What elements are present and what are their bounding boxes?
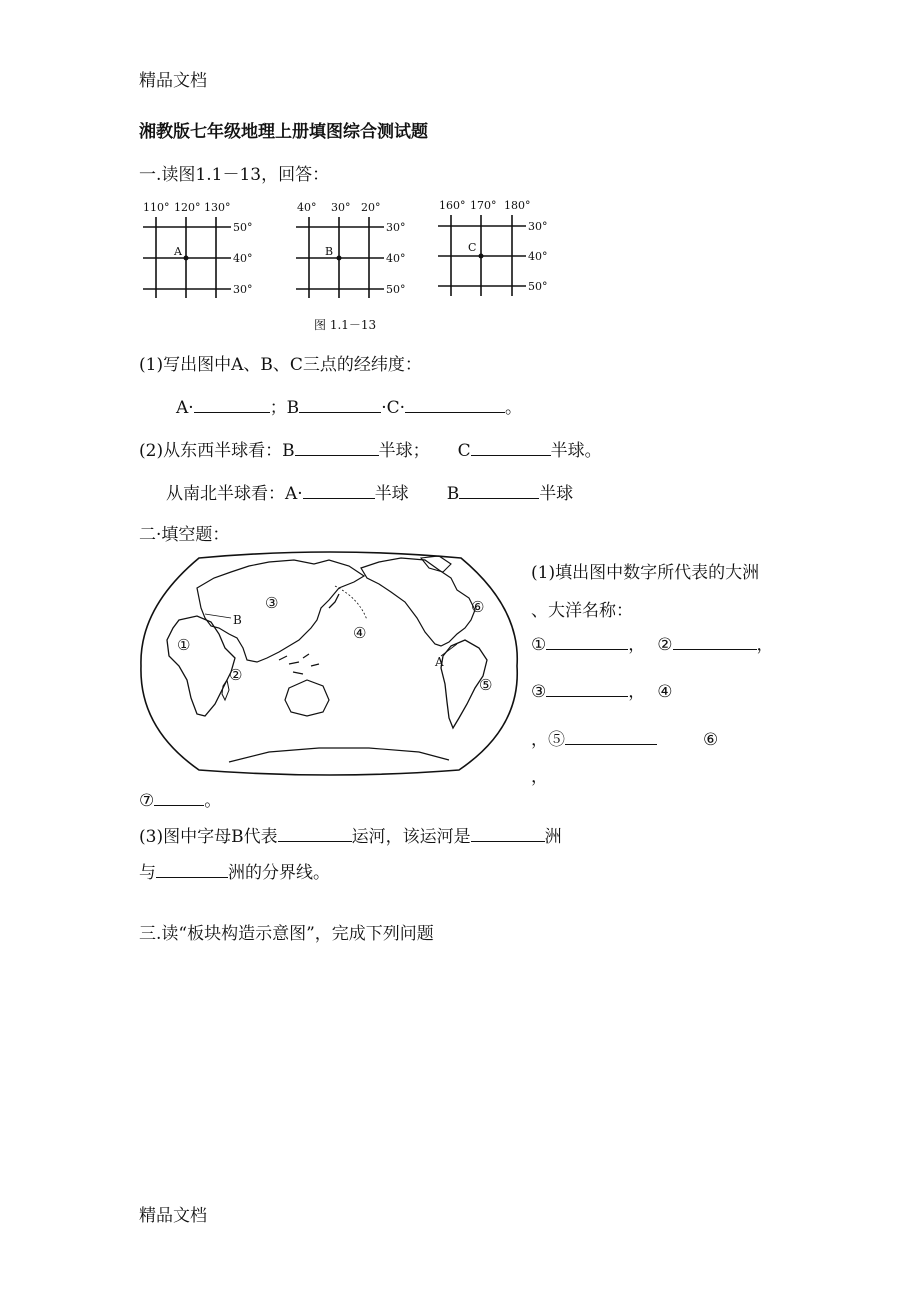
section2-heading: 二·填空题： [139,525,230,545]
q3-continent1-blank[interactable] [471,823,545,842]
map-label-1: ① [177,636,191,654]
header-watermark: 精品文档 [139,71,207,91]
q3-canal-blank[interactable] [278,823,352,842]
blank-5[interactable] [565,726,657,745]
q2-c-blank[interactable] [471,437,551,456]
section1-heading: 一.读图1.1－13，回答： [139,165,330,185]
footer-watermark: 精品文档 [139,1206,207,1226]
grid-a-side-label: 40° [233,252,253,265]
grid-a-side-label: 50° [233,221,253,234]
s2-q3-line1 [139,822,562,847]
map-label-b: B [233,613,242,627]
q2-c-label: C [457,441,471,461]
q2-b-label: (2)从东西半球看：B [139,441,295,461]
grid-b-side-label: 30° [386,221,406,234]
grid-b-side-label: 40° [386,252,406,265]
grid-c [438,199,548,296]
grid-a-top-label: 120° [174,201,201,214]
map-label-6: ⑥ [471,598,485,616]
blank-2[interactable] [673,631,757,650]
grid-b-top-label: 40° [297,201,317,214]
period: 。 [204,791,222,811]
q1-c-blank[interactable] [405,394,505,413]
q2-b-suffix: 半球； [378,441,430,461]
num-3: ③ [531,682,547,702]
section3-heading: 三.读“板块构造示意图”，完成下列问题 [139,924,434,944]
s2-row-3-4 [531,677,673,702]
q3-pre: (3)图中字母B代表 [139,827,278,847]
grid-c-top-label: 160° [439,199,466,212]
s2-row-1-2 [531,630,774,655]
q3-mid: 运河，该运河是 [351,827,471,847]
map-label-a: A [435,655,444,669]
q2-a-blank[interactable] [303,480,375,499]
q2-b2-blank[interactable] [459,480,539,499]
grid-b-top-label: 30° [331,201,351,214]
s2-trailing-comma: ， [531,767,548,787]
grid-b [296,201,406,298]
num-2: ② [657,635,673,655]
grid-a-top-label: 130° [204,201,231,214]
map-label-4: ④ [353,624,367,642]
q2-b-blank[interactable] [295,437,379,456]
num-6: ⑥ [703,730,719,750]
q3-end: 洲 [544,827,562,847]
map-label-5: ⑤ [479,676,493,694]
grid-a-top-label: 110° [143,201,170,214]
q1-b-blank[interactable] [299,394,381,413]
q3-continent2-blank[interactable] [156,859,228,878]
q3-line2-end: 洲的分界线。 [228,863,330,883]
comma: ， [531,730,548,750]
q1-c-label: ·C· [381,398,406,418]
s2-q3-line2 [139,858,330,883]
figure-caption: 图 1.1－13 [314,318,377,332]
grid-b-top-label: 20° [361,201,381,214]
grid-b-side-label: 50° [386,283,406,296]
q1-a-blank[interactable] [194,394,270,413]
grid-b-point-label: B [325,245,334,258]
s2-row-7 [139,786,221,811]
q1-prompt: (1)写出图中A、B、C三点的经纬度： [139,355,422,375]
s2-q1-line2: 、大洋名称： [531,601,633,621]
q2-b2-label: B [446,484,460,504]
q1-b-label: ；B [269,398,300,418]
grid-a [143,201,253,298]
lat-lon-grid-figure [139,195,569,335]
map-label-3: ③ [265,594,279,612]
num-4: ④ [657,682,673,702]
q1-end: 。 [505,398,523,418]
q2-line2 [166,479,573,504]
s2-q1-line1: (1)填出图中数字所代表的大洲 [531,563,760,583]
grid-c-top-label: 170° [470,199,497,212]
grid-c-side-label: 50° [528,280,548,293]
comma: ， [628,682,646,702]
grid-c-top-label: 180° [504,199,531,212]
comma: ， [756,635,774,655]
q2-a-suffix: 半球 [374,484,409,504]
q2-line1 [139,436,602,461]
q3-line2-pre: 与 [139,863,156,883]
blank-7[interactable] [154,787,204,806]
comma: ， [628,635,646,655]
grid-a-side-label: 30° [233,283,253,296]
grid-c-side-label: 30° [528,220,548,233]
q2-a-label: 从南北半球看：A· [166,484,303,504]
q2-c-suffix: 半球。 [550,441,602,461]
q2-b2-suffix: 半球 [539,484,574,504]
grid-c-side-label: 40° [528,250,548,263]
blank-1[interactable] [546,631,628,650]
num-7: ⑦ [139,791,155,811]
q1-answer-line [176,393,522,418]
grid-a-point-label: A [174,245,182,258]
world-map [139,548,521,778]
map-label-2: ② [229,666,243,684]
blank-3[interactable] [546,678,628,697]
page-title: 湘教版七年级地理上册填图综合测试题 [139,122,428,142]
q1-a-label: A· [176,398,194,418]
num-5: ⑤ [548,730,565,750]
grid-c-point-label: C [468,241,477,254]
num-1: ① [531,635,547,655]
s2-row-5-6 [531,725,718,750]
